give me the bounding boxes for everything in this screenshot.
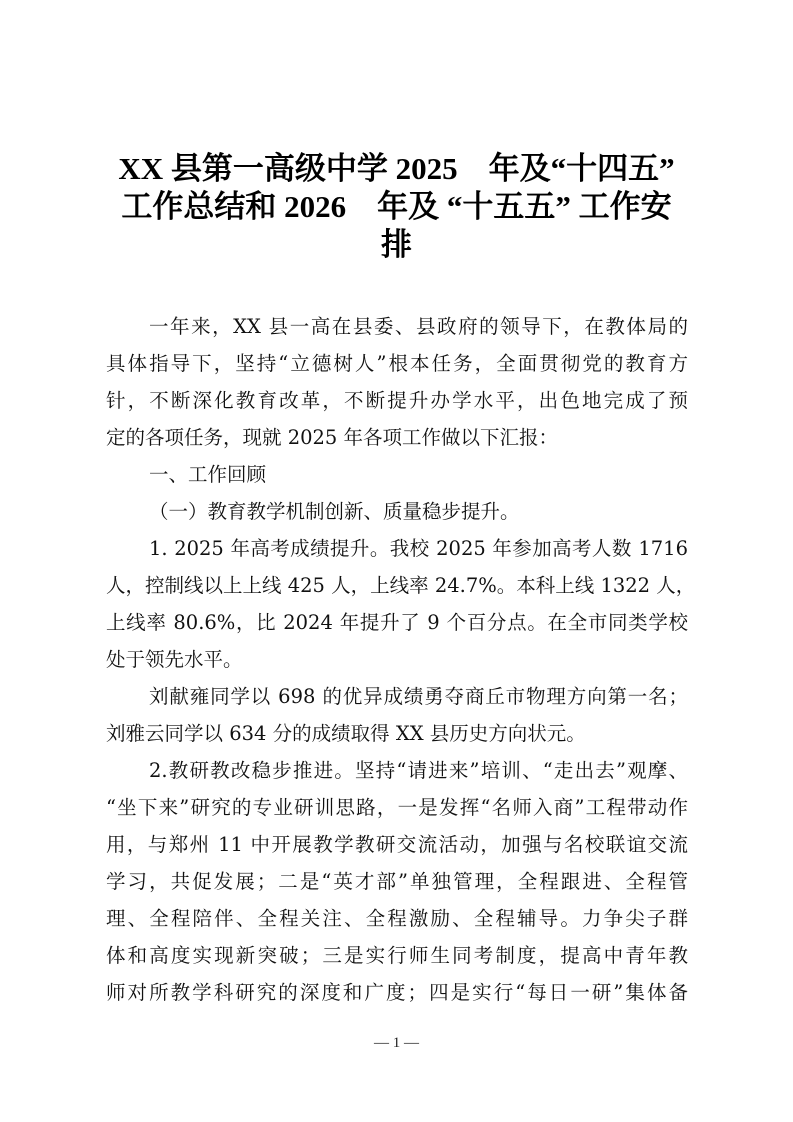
body-line: 1. 2025 年高考成绩提升。我校 2025 年参加高考人数 1716: [149, 537, 688, 560]
body-line: 理、全程陪伴、全程关注、全程激励、全程辅导。力争尖子群: [106, 907, 688, 930]
body-line: 用，与郑州 11 中开展教学教研交流活动，加强与名校联谊交流: [106, 833, 688, 856]
body-line: 定的各项任务，现就 2025 年各项工作做以下汇报：: [106, 426, 559, 449]
body-line: 一年来，XX 县一高在县委、县政府的领导下，在教体局的: [149, 315, 688, 338]
body-line: 一、工作回顾: [149, 463, 267, 486]
body-line: 刘献雍同学以 698 的优异成绩勇夺商丘市物理方向第一名；: [149, 685, 688, 708]
title-line: 工作总结和 2026 年及 “十五五” 工作安: [121, 189, 672, 224]
body-line: 具体指导下，坚持“立德树人”根本任务，全面贯彻党的教育方: [106, 352, 688, 375]
body-line: 刘雅云同学以 634 分的成绩取得 XX 县历史方向状元。: [106, 722, 586, 745]
page-number: — 1 —: [374, 1035, 419, 1051]
body-line: 上线率 80.6%，比 2024 年提升了 9 个百分点。在全市同类学校: [106, 611, 688, 634]
body-line: 人，控制线以上上线 425 人，上线率 24.7%。本科上线 1322 人，: [106, 574, 696, 597]
body-line: 处于领先水平。: [106, 648, 243, 671]
document-title: [100, 150, 693, 264]
body-line: “坐下来”研究的专业研训思路，一是发挥“名师入商”工程带动作: [106, 796, 688, 819]
body-line: （一）教育教学机制创新、质量稳步提升。: [149, 500, 520, 523]
body-line: 2.教研教改稳步推进。坚持“请进来”培训、“走出去”观摩、: [149, 759, 688, 782]
title-line: XX 县第一高级中学 2025 年及“十四五”: [118, 151, 675, 186]
title-line: 排: [381, 227, 412, 262]
document-body: [106, 308, 696, 1011]
body-line: 体和高度实现新突破；三是实行师生同考制度，提高中青年教: [106, 944, 688, 967]
body-line: 师对所教学科研究的深度和广度；四是实行“每日一研”集体备: [106, 981, 688, 1004]
body-line: 针，不断深化教育改革，不断提升办学水平，出色地完成了预: [106, 389, 688, 412]
body-line: 学习，共促发展；二是“英才部”单独管理，全程跟进、全程管: [106, 870, 688, 893]
